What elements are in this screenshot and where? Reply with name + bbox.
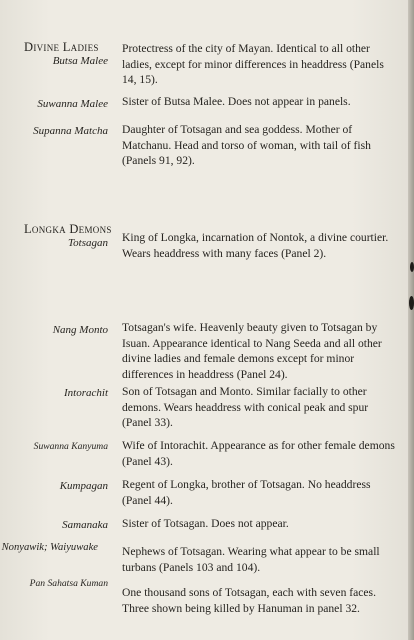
entry-name-supanna-matcha: Supanna Matcha xyxy=(33,125,108,137)
edge-mark xyxy=(410,262,414,272)
entry-name-kumpagan: Kumpagan xyxy=(59,480,108,492)
entry-desc-kumpagan: Regent of Longka, brother of Totsagan. No headdress (Panel 44). xyxy=(122,478,371,507)
section-heading-longka-demons: Longka Demons xyxy=(24,222,112,236)
entry-desc-totsagan: King of Longka, incarnation of Nontok, a divine courtier. Wears headdress with many faces (Panel 2). xyxy=(122,231,389,260)
entry-desc-suwanna-kanyuma: Wife of Intorachit. Appearance as for other female demons (Panel 43). xyxy=(122,439,395,468)
entry-desc-samanaka: Sister of Totsagan. Does not appear. xyxy=(122,517,289,530)
entry-desc-suwanna-malee: Sister of Butsa Malee. Does not appear in panels. xyxy=(122,95,351,108)
entry-name-intorachit: Intorachit xyxy=(64,387,108,399)
entry-desc-butsa-malee: Protectress of the city of Mayan. Identical to all other ladies, except for minor differences in headdress (Panels 14, 15). xyxy=(122,42,384,87)
entry-name-samanaka: Samanaka xyxy=(62,519,108,531)
entry-desc-supanna-matcha: Daughter of Totsagan and sea goddess. Mother of Matchanu. Head and torso of woman, with tail of fish (Panels 91, 92). xyxy=(122,123,371,168)
entry-desc-intorachit: Son of Totsagan and Monto. Similar facially to other demons. Wears headdress with conical peak and spur (Panel 33). xyxy=(122,385,369,430)
entry-name-nang-monto: Nang Monto xyxy=(52,324,108,336)
entry-desc-nang-monto: Totsagan's wife. Heavenly beauty given to Totsagan by Isuan. Appearance identical to Nang Seeda and all other divine ladies and female demons except for minor differences in headdress (Panel 24). xyxy=(122,321,382,381)
section-heading-divine-ladies: Divine Ladies xyxy=(24,40,99,54)
edge-mark xyxy=(409,296,414,310)
entry-name-suwanna-malee: Suwanna Malee xyxy=(37,98,108,110)
entry-desc-pan-sahatsa-kuman: One thousand sons of Totsagan, each with seven faces. Three shown being killed by Hanuman in panel 32. xyxy=(122,586,376,615)
entry-name-totsagan: Totsagan xyxy=(68,237,108,249)
entry-name-nonyawik-waiyuwake: Nonyawik; Waiyuwake xyxy=(1,542,98,553)
entry-name-pan-sahatsa-kuman: Pan Sahatsa Kuman xyxy=(29,578,108,589)
entry-name-suwanna-kanyuma: Suwanna Kanyuma xyxy=(33,441,108,452)
entry-desc-nonyawik-waiyuwake: Nephews of Totsagan. Wearing what appear to be small turbans (Panels 103 and 104). xyxy=(122,545,380,574)
page-edge-shadow xyxy=(408,0,414,640)
entry-name-butsa-malee: Butsa Malee xyxy=(52,55,108,67)
